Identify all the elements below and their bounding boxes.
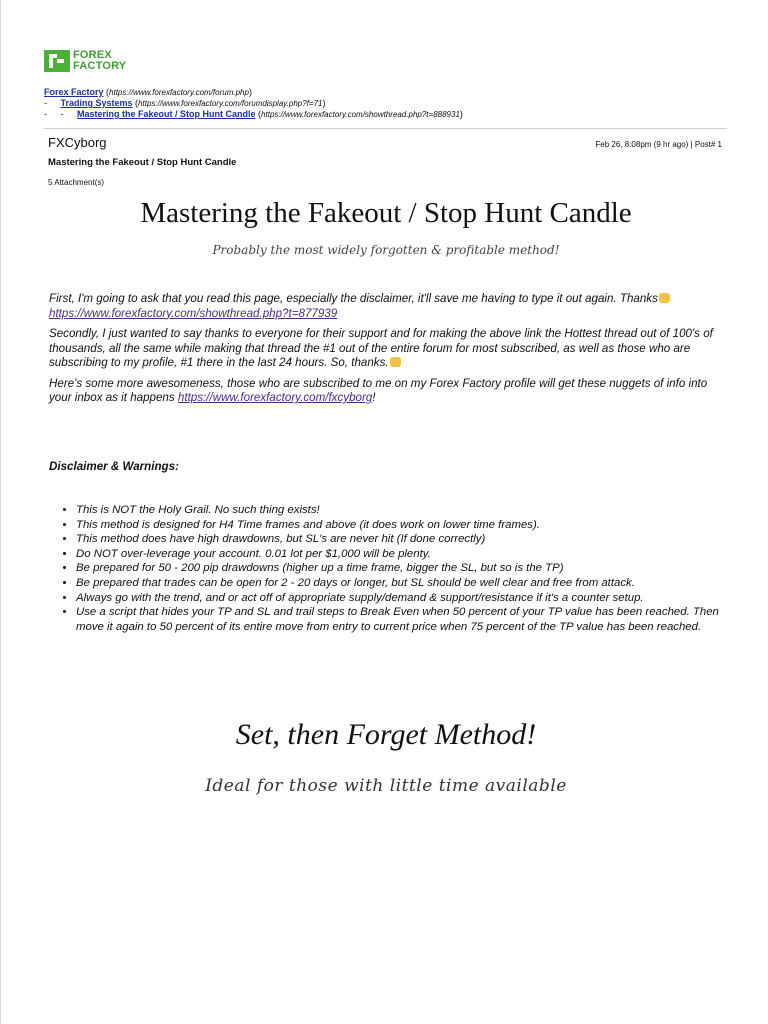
thread-title: Mastering the Fakeout / Stop Hunt Candle <box>48 157 237 168</box>
ideal-subheading: Ideal for those with little time available <box>205 776 567 796</box>
set-forget-heading: Set, then Forget Method! <box>235 718 537 751</box>
warnings-list <box>49 503 748 634</box>
breadcrumb-dash: - <box>60 109 64 119</box>
list-item: • This method is designed for H4 Time frames and above (it does work on lower time frames). <box>76 518 748 533</box>
breadcrumb-dash: - <box>44 98 47 108</box>
breadcrumb-link-trading-systems[interactable]: Trading Systems <box>60 98 133 108</box>
disclaimer-thread-link[interactable]: https://www.forexfactory.com/showthread.php?t=877939 <box>49 306 338 320</box>
list-item: • Be prepared that trades can be open for 2 - 20 days or longer, but SL should be well clear and free from attack. <box>76 576 748 591</box>
post-subheadline: Probably the most widely forgotten & profitable method! <box>212 243 560 257</box>
breadcrumb-url-1: https://www.forexfactory.com/forum.php <box>109 88 249 97</box>
breadcrumb-link-forex-factory[interactable]: Forex Factory <box>44 87 104 97</box>
post-meta: Feb 26, 8:08pm (9 hr ago) | Post# 1 <box>595 140 722 149</box>
paragraph-thanks <box>49 327 729 371</box>
logo-text <box>73 50 126 72</box>
breadcrumb-link-thread[interactable]: Mastering the Fakeout / Stop Hunt Candle <box>77 109 256 119</box>
thumbs-up-icon <box>390 357 401 367</box>
paragraph-subscribe <box>49 377 729 406</box>
paragraph-subscribe-end: ! <box>372 391 376 404</box>
paragraph-subscribe-text: Here's some more awesomeness, those who are subscribed to me on my Forex Factory profile will get these nuggets of info into your inbox as it happens <box>49 376 708 404</box>
paragraph-intro-text: First, I'm going to ask that you read this page, especially the disclaimer, it'll save me having to type it out again. Thanks <box>49 292 658 305</box>
breadcrumb-row-2: - Trading Systems (https://www.forexfactory.com/forumdisplay.php?f=71) <box>44 98 326 108</box>
profile-link[interactable]: https://www.forexfactory.com/fxcyborg <box>177 391 373 404</box>
list-item: • This method does have high drawdowns, but SL's are never hit (If done correctly) <box>76 532 748 547</box>
logo-line-2: FACTORY <box>73 60 127 72</box>
page-edge <box>0 0 1 1024</box>
list-item: • Be prepared for 50 - 200 pip drawdowns (higher up a time frame, bigger the SL, but so is the TP) <box>76 561 748 576</box>
breadcrumb <box>44 87 463 120</box>
emoji-icon <box>659 293 670 303</box>
post-author[interactable]: FXCyborg <box>48 135 107 150</box>
post-headline: Mastering the Fakeout / Stop Hunt Candle <box>140 197 632 229</box>
paragraph-thanks-text: Secondly, I just wanted to say thanks to everyone for their support and for making the above link the Hottest thread out of 100's of thousands, all the same while making that thread the #1 out of the entire forum for most subscribed, as well as those who are subscribing to my profile, #1 there in the last 24 hours. So, thanks. <box>49 327 713 369</box>
breadcrumb-row-3: - - Mastering the Fakeout / Stop Hunt Candle (https://www.forexfactory.com/showthread.php?t=888931) <box>44 109 463 119</box>
post-body <box>49 292 729 412</box>
breadcrumb-dash: - <box>44 109 47 119</box>
forex-factory-logo[interactable] <box>44 50 126 72</box>
forex-factory-logo-icon <box>44 50 70 72</box>
disclaimer-heading: Disclaimer & Warnings: <box>49 460 179 473</box>
breadcrumb-url-2: https://www.forexfactory.com/forumdisplay.php?f=71 <box>138 99 323 108</box>
list-item: • Do NOT over-leverage your account. 0.01 lot per $1,000 will be plenty. <box>76 547 748 562</box>
list-item: • This is NOT the Holy Grail. No such thing exists! <box>76 503 748 518</box>
list-item: • Always go with the trend, and or act off of appropriate supply/demand & support/resistance if it's a counter setup. <box>76 591 748 606</box>
header-divider <box>44 128 727 129</box>
list-item: • Use a script that hides your TP and SL and trail steps to Break Even when 50 percent of your TP value has been reached. Then move it again to 50 percent of its entire move from entry to current price when 75 percent of the TP value has been reached. <box>76 605 748 634</box>
breadcrumb-row-1: Forex Factory (https://www.forexfactory.com/forum.php) <box>44 87 252 97</box>
paragraph-intro <box>49 292 729 321</box>
breadcrumb-url-3: https://www.forexfactory.com/showthread.php?t=888931 <box>261 110 460 119</box>
logo-line-1: FOREX <box>73 49 112 61</box>
attachments-count[interactable]: 5 Attachment(s) <box>48 178 105 187</box>
